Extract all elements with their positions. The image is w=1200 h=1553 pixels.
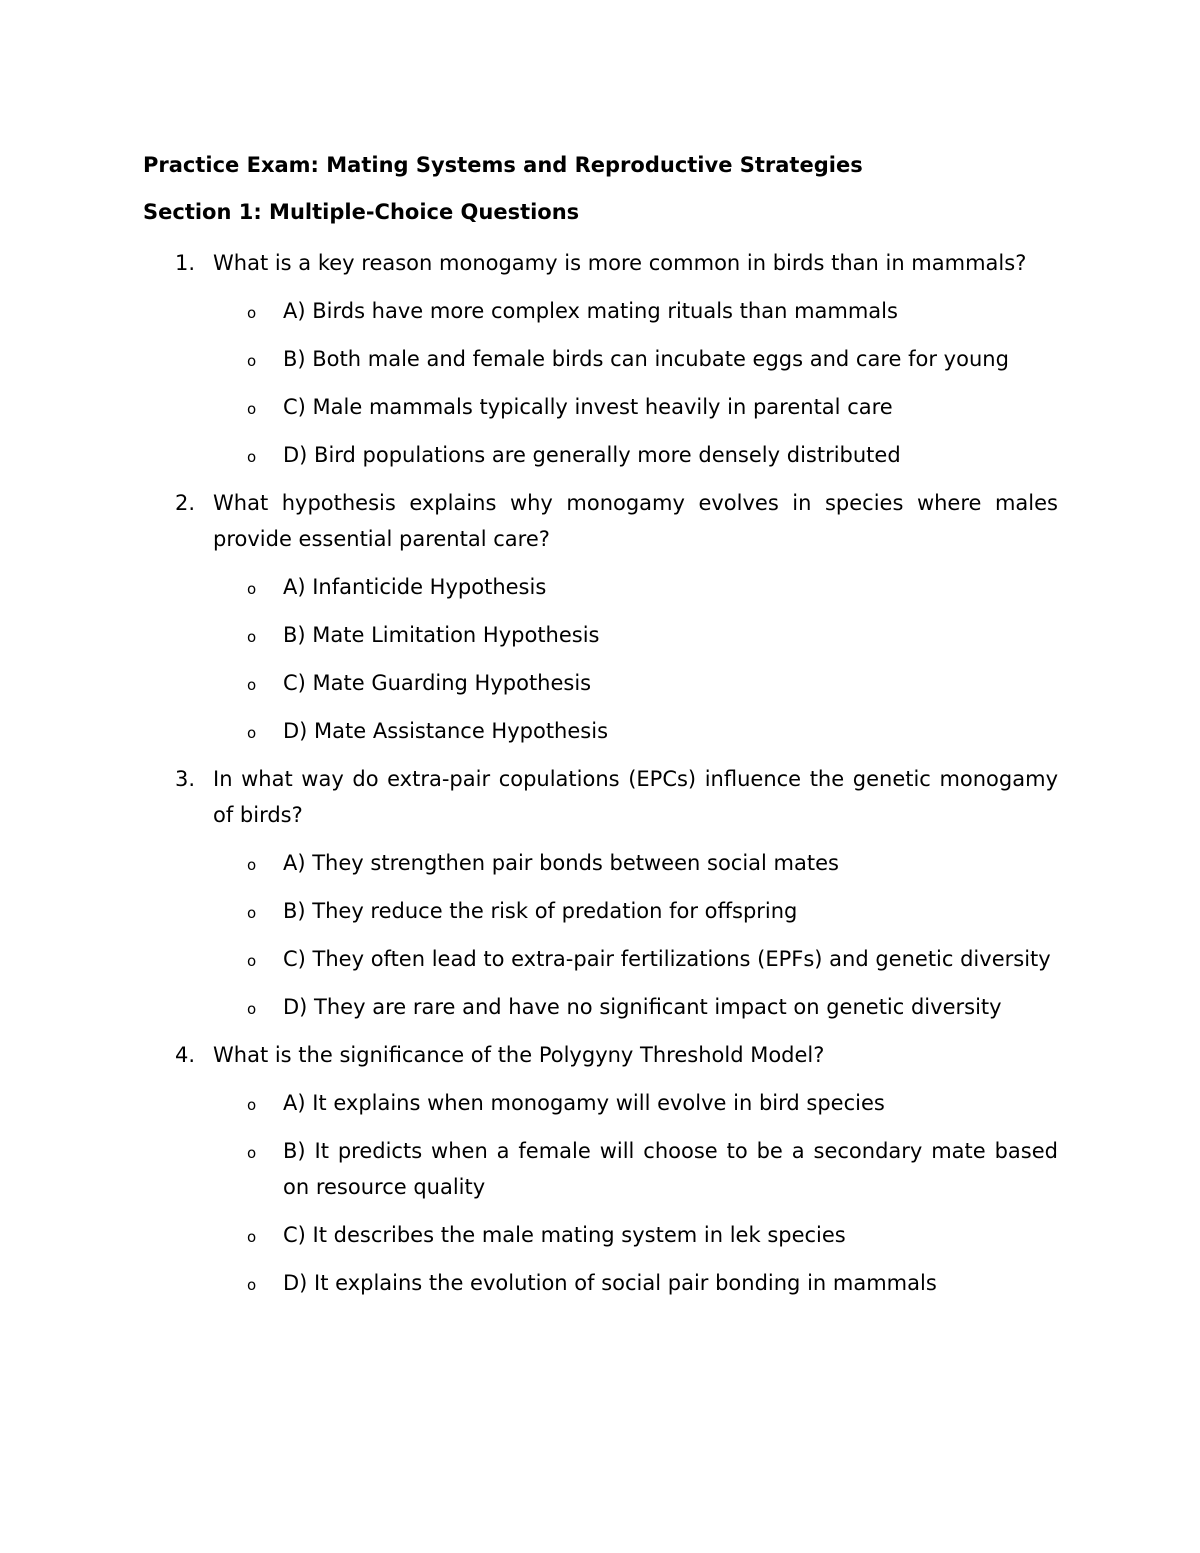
answer-option-text: A) It explains when monogamy will evolve in bird species bbox=[283, 1091, 885, 1115]
question-3 bbox=[143, 761, 1058, 1025]
question-number: 1. bbox=[175, 251, 196, 275]
question-number: 3. bbox=[175, 767, 196, 791]
answer-option-text: C) Male mammals typically invest heavily in parental care bbox=[283, 395, 893, 419]
answer-option-text: C) It describes the male mating system in lek species bbox=[283, 1223, 846, 1247]
bullet-icon: o bbox=[247, 352, 257, 370]
bullet-icon: o bbox=[247, 724, 257, 742]
answer-option-text: B) It predicts when a female will choose to be a secondary mate based on resource quality bbox=[283, 1139, 1058, 1199]
bullet-icon: o bbox=[247, 1096, 257, 1114]
answer-option-text: D) It explains the evolution of social pair bonding in mammals bbox=[283, 1271, 937, 1295]
question-text: What is the significance of the Polygyny Threshold Model? bbox=[213, 1043, 825, 1067]
answer-option-text: C) They often lead to extra-pair fertilizations (EPFs) and genetic diversity bbox=[283, 947, 1051, 971]
answer-option bbox=[143, 617, 1058, 653]
answer-option-text: B) They reduce the risk of predation for offspring bbox=[283, 899, 798, 923]
bullet-icon: o bbox=[247, 448, 257, 466]
answer-option bbox=[143, 845, 1058, 881]
document-content bbox=[143, 150, 1058, 1313]
answer-option-text: B) Mate Limitation Hypothesis bbox=[283, 623, 600, 647]
bullet-icon: o bbox=[247, 1144, 257, 1162]
answer-option bbox=[143, 1217, 1058, 1253]
answer-option bbox=[143, 1133, 1058, 1205]
answer-option bbox=[143, 665, 1058, 701]
answer-option bbox=[143, 1085, 1058, 1121]
question-2 bbox=[143, 485, 1058, 749]
bullet-icon: o bbox=[247, 400, 257, 418]
answer-option-text: A) They strengthen pair bonds between social mates bbox=[283, 851, 839, 875]
bullet-icon: o bbox=[247, 1000, 257, 1018]
answer-option bbox=[143, 893, 1058, 929]
question-text: What is a key reason monogamy is more common in birds than in mammals? bbox=[213, 251, 1027, 275]
section-heading: Section 1: Multiple-Choice Questions bbox=[143, 200, 580, 224]
question-number: 2. bbox=[175, 491, 196, 515]
bullet-icon: o bbox=[247, 676, 257, 694]
answer-option bbox=[143, 1265, 1058, 1301]
answer-option bbox=[143, 713, 1058, 749]
answer-option-text: A) Infanticide Hypothesis bbox=[283, 575, 547, 599]
answer-option bbox=[143, 569, 1058, 605]
bullet-icon: o bbox=[247, 580, 257, 598]
bullet-icon: o bbox=[247, 904, 257, 922]
answer-option-text: C) Mate Guarding Hypothesis bbox=[283, 671, 592, 695]
bullet-icon: o bbox=[247, 1228, 257, 1246]
page-title: Practice Exam: Mating Systems and Reproductive Strategies bbox=[143, 153, 863, 177]
bullet-icon: o bbox=[247, 1276, 257, 1294]
bullet-icon: o bbox=[247, 628, 257, 646]
answer-option-text: D) They are rare and have no significant impact on genetic diversity bbox=[283, 995, 1002, 1019]
answer-option bbox=[143, 437, 1058, 473]
answer-option bbox=[143, 341, 1058, 377]
bullet-icon: o bbox=[247, 952, 257, 970]
question-4 bbox=[143, 1037, 1058, 1301]
answer-option bbox=[143, 293, 1058, 329]
question-text: What hypothesis explains why monogamy evolves in species where males provide essential parental care? bbox=[213, 491, 1058, 551]
question-text: In what way do extra-pair copulations (EPCs) influence the genetic monogamy of birds? bbox=[213, 767, 1058, 827]
answer-option-text: D) Bird populations are generally more densely distributed bbox=[283, 443, 901, 467]
answer-option-text: A) Birds have more complex mating rituals than mammals bbox=[283, 299, 898, 323]
bullet-icon: o bbox=[247, 304, 257, 322]
answer-option bbox=[143, 389, 1058, 425]
question-1 bbox=[143, 245, 1058, 473]
question-number: 4. bbox=[175, 1043, 196, 1067]
answer-option-text: B) Both male and female birds can incubate eggs and care for young bbox=[283, 347, 1009, 371]
answer-option bbox=[143, 989, 1058, 1025]
answer-option-text: D) Mate Assistance Hypothesis bbox=[283, 719, 609, 743]
answer-option bbox=[143, 941, 1058, 977]
bullet-icon: o bbox=[247, 856, 257, 874]
